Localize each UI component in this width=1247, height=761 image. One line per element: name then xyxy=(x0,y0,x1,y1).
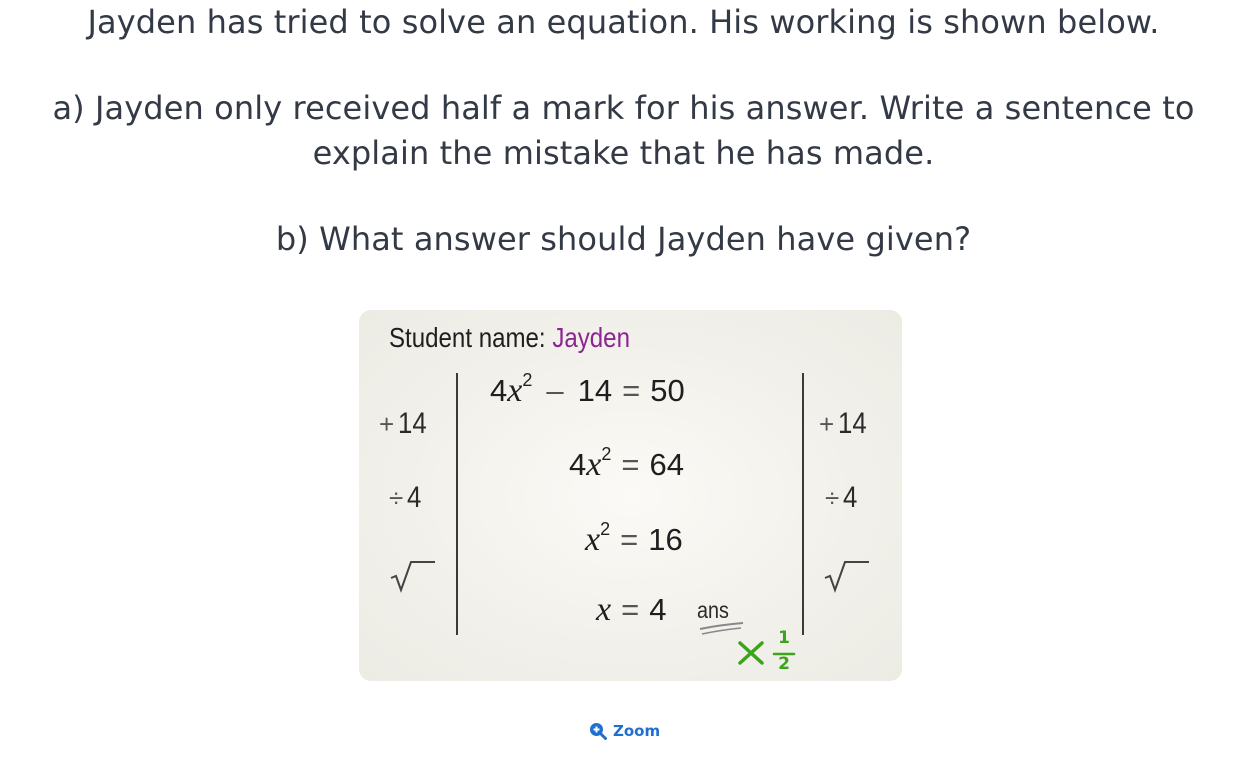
half-mark-denominator: 2 xyxy=(778,654,790,674)
question-part-a-line-2: explain the mistake that he has made. xyxy=(312,134,935,172)
right-op-add: + 14 xyxy=(819,407,867,440)
zoom-in-icon xyxy=(589,722,607,740)
zoom-label: Zoom xyxy=(613,722,661,740)
student-name-label: Student name: xyxy=(389,322,546,353)
left-op-add: + 14 xyxy=(379,407,427,440)
student-working-card xyxy=(359,310,902,681)
equation-step-3: $x^2 = 16$ xyxy=(585,519,683,558)
equation-step-4: x = 4 xyxy=(596,591,667,628)
student-name: Jayden xyxy=(552,322,630,353)
question-part-a-line-1: a) Jayden only received half a mark for his answer. Write a sentence to xyxy=(52,89,1195,127)
half-mark-numerator: 1 xyxy=(778,628,790,648)
answer-tag: ans xyxy=(697,597,729,623)
equation-step-2: $4x^2 = 64$ xyxy=(569,444,684,483)
half-mark-cross-icon xyxy=(359,310,902,681)
left-op-divide: ÷ 4 xyxy=(389,481,422,514)
right-op-divide: ÷ 4 xyxy=(825,481,858,514)
question-intro: Jayden has tried to solve an equation. His working is shown below. xyxy=(87,3,1160,41)
question-part-b: b) What answer should Jayden have given? xyxy=(275,220,972,258)
equation-step-1: $4x^2 - 14 = 50$ xyxy=(490,370,685,409)
zoom-button[interactable] xyxy=(589,720,660,742)
